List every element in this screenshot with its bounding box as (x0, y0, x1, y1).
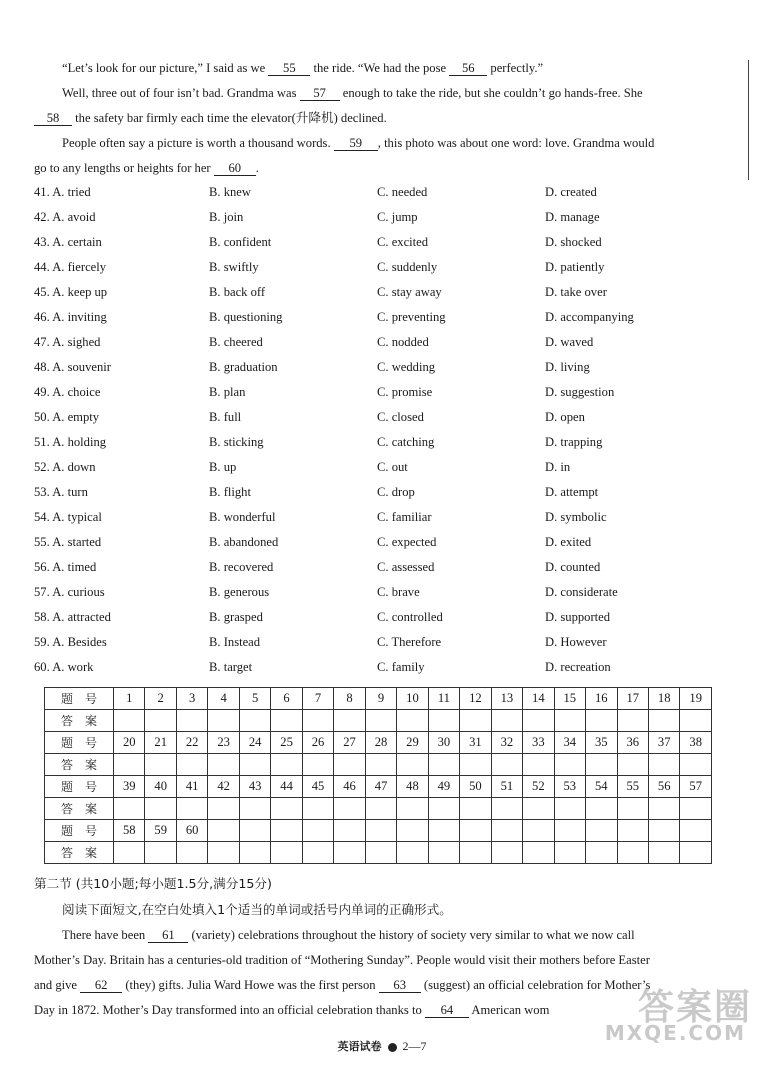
grid-number-cell (208, 820, 239, 842)
option-b: B. abandoned (209, 535, 279, 549)
option-a: 50. A. empty (34, 410, 100, 424)
option-row (34, 209, 734, 234)
grid-number-cell: 36 (617, 732, 648, 754)
grid-number-cell: 49 (428, 776, 459, 798)
option-a: 49. A. choice (34, 385, 101, 399)
grid-number-cell: 41 (176, 776, 207, 798)
margin-rule (748, 60, 749, 180)
option-c: C. jump (377, 210, 418, 224)
grid-answer-cell[interactable] (586, 754, 617, 776)
option-c: C. controlled (377, 610, 443, 624)
grid-label-answer: 答案 (45, 842, 114, 864)
option-row (34, 559, 734, 584)
option-c: C. Therefore (377, 635, 442, 649)
grid-answer-cell[interactable] (208, 754, 239, 776)
grid-label-question: 题号 (45, 688, 114, 710)
option-row (34, 434, 734, 459)
grid-number-cell (365, 820, 396, 842)
grid-number-cell: 40 (145, 776, 176, 798)
grid-answer-cell[interactable] (617, 710, 648, 732)
option-row (34, 334, 734, 359)
option-d: D. in (545, 460, 571, 474)
grid-number-cell (302, 820, 333, 842)
grid-label-answer: 答案 (45, 798, 114, 820)
grid-answer-cell[interactable] (428, 710, 459, 732)
grid-answer-cell[interactable] (586, 710, 617, 732)
grid-number-cell: 54 (586, 776, 617, 798)
option-row (34, 634, 734, 659)
grid-answer-cell[interactable] (523, 710, 554, 732)
grid-number-cell: 50 (460, 776, 491, 798)
grid-number-cell: 9 (365, 688, 396, 710)
option-row (34, 384, 734, 409)
grid-answer-cell[interactable] (208, 798, 239, 820)
section-instruction: 阅读下面短文,在空白处填入1个适当的单词或括号内单词的正确形式。 (62, 902, 452, 917)
grid-answer-cell[interactable] (365, 798, 396, 820)
option-b: B. back off (209, 285, 266, 299)
grid-number-cell: 20 (114, 732, 145, 754)
option-row (34, 659, 734, 684)
grid-answer-cell[interactable] (208, 710, 239, 732)
grid-number-cell: 43 (239, 776, 270, 798)
section-heading: 第二节 (共10小题;每小题1.5分,满分15分) (34, 876, 272, 891)
option-d: D. symbolic (545, 510, 607, 524)
option-a: 55. A. started (34, 535, 102, 549)
grid-number-cell: 42 (208, 776, 239, 798)
grid-number-cell: 27 (334, 732, 365, 754)
option-c: C. drop (377, 485, 415, 499)
option-c: C. family (377, 660, 425, 674)
grid-number-cell: 18 (648, 688, 679, 710)
grid-answer-cell[interactable] (239, 710, 270, 732)
grid-answer-row (45, 842, 712, 864)
option-b: B. sticking (209, 435, 264, 449)
grid-answer-cell[interactable] (491, 754, 522, 776)
options-list (34, 184, 734, 684)
option-row (34, 309, 734, 334)
grid-answer-cell[interactable] (334, 754, 365, 776)
option-b: B. cheered (209, 335, 263, 349)
option-c: C. expected (377, 535, 437, 549)
grid-answer-row (45, 710, 712, 732)
answer-grid (44, 687, 712, 864)
option-d: D. patiently (545, 260, 605, 274)
grid-number-cell: 52 (523, 776, 554, 798)
option-d: D. living (545, 360, 590, 374)
grid-number-cell: 23 (208, 732, 239, 754)
option-a: 51. A. holding (34, 435, 107, 449)
option-d: D. accompanying (545, 310, 634, 324)
option-b: B. grasped (209, 610, 263, 624)
grid-number-cell: 47 (365, 776, 396, 798)
grid-answer-cell[interactable] (680, 710, 712, 732)
grid-answer-cell[interactable] (428, 754, 459, 776)
option-a: 53. A. turn (34, 485, 88, 499)
option-c: C. familiar (377, 510, 432, 524)
option-a: 59. A. Besides (34, 635, 107, 649)
option-c: C. preventing (377, 310, 446, 324)
grid-answer-cell[interactable] (554, 842, 585, 864)
option-d: D. exited (545, 535, 592, 549)
grid-number-cell: 13 (491, 688, 522, 710)
grid-number-cell: 8 (334, 688, 365, 710)
grid-number-cell: 22 (176, 732, 207, 754)
passage2-line-3: and give 62 (they) gifts. Julia Ward Howe was the first person 63 (suggest) an official celebration for Mother’s (34, 978, 651, 992)
grid-answer-cell[interactable] (176, 798, 207, 820)
option-d: D. trapping (545, 435, 603, 449)
blank-61: 61 (148, 928, 188, 943)
grid-answer-row (45, 754, 712, 776)
grid-number-cell: 30 (428, 732, 459, 754)
option-a: 60. A. work (34, 660, 94, 674)
passage-line-3: 58 the safety bar firmly each time the elevator(升降机) declined. (34, 110, 387, 126)
bullet-icon (388, 1043, 397, 1052)
grid-answer-cell[interactable] (239, 842, 270, 864)
grid-answer-cell[interactable] (334, 710, 365, 732)
grid-number-cell: 33 (523, 732, 554, 754)
grid-number-cell: 21 (145, 732, 176, 754)
grid-number-cell: 24 (239, 732, 270, 754)
grid-number-cell (334, 820, 365, 842)
option-row (34, 484, 734, 509)
grid-answer-cell[interactable] (365, 710, 396, 732)
grid-answer-cell[interactable] (145, 754, 176, 776)
option-b: B. plan (209, 385, 246, 399)
grid-number-row (45, 820, 712, 842)
grid-answer-cell[interactable] (617, 754, 648, 776)
grid-number-cell: 39 (114, 776, 145, 798)
blank-64: 64 (425, 1003, 469, 1018)
grid-number-cell: 56 (648, 776, 679, 798)
grid-answer-cell[interactable] (617, 798, 648, 820)
blank-57: 57 (300, 86, 340, 101)
option-b: B. recovered (209, 560, 274, 574)
passage-line-4: People often say a picture is worth a thousand words. 59 , this photo was about one word: love. Grandma would (62, 136, 655, 150)
grid-label-question: 题号 (45, 776, 114, 798)
grid-answer-row (45, 798, 712, 820)
passage-line-5: go to any lengths or heights for her 60 . (34, 161, 259, 175)
grid-number-cell: 29 (397, 732, 428, 754)
grid-answer-cell[interactable] (523, 798, 554, 820)
blank-58: 58 (34, 111, 72, 126)
option-a: 43. A. certain (34, 235, 102, 249)
grid-number-cell: 37 (648, 732, 679, 754)
option-c: C. brave (377, 585, 420, 599)
grid-answer-cell[interactable] (680, 798, 712, 820)
option-row (34, 459, 734, 484)
grid-number-cell: 55 (617, 776, 648, 798)
option-a: 48. A. souvenir (34, 360, 111, 374)
grid-answer-cell[interactable] (114, 842, 145, 864)
grid-answer-cell[interactable] (334, 842, 365, 864)
option-d: D. attempt (545, 485, 599, 499)
option-a: 47. A. sighed (34, 335, 101, 349)
option-d: D. take over (545, 285, 607, 299)
grid-number-cell: 46 (334, 776, 365, 798)
option-c: C. excited (377, 235, 429, 249)
option-d: D. considerate (545, 585, 618, 599)
grid-number-cell: 4 (208, 688, 239, 710)
watermark-logo-text: 答案圈 (637, 987, 752, 1028)
option-a: 56. A. timed (34, 560, 97, 574)
grid-answer-cell[interactable] (428, 842, 459, 864)
grid-number-row (45, 776, 712, 798)
option-b: B. join (209, 210, 244, 224)
grid-number-cell: 28 (365, 732, 396, 754)
grid-number-cell (648, 820, 679, 842)
grid-answer-cell[interactable] (554, 798, 585, 820)
grid-answer-cell[interactable] (523, 842, 554, 864)
grid-number-cell (491, 820, 522, 842)
option-d: D. supported (545, 610, 611, 624)
grid-number-cell (617, 820, 648, 842)
grid-number-cell: 16 (586, 688, 617, 710)
grid-answer-cell[interactable] (460, 754, 491, 776)
option-d: D. However (545, 635, 607, 649)
option-c: C. suddenly (377, 260, 438, 274)
option-a: 41. A. tried (34, 185, 91, 199)
grid-answer-cell[interactable] (460, 710, 491, 732)
grid-label-answer: 答案 (45, 710, 114, 732)
option-a: 54. A. typical (34, 510, 102, 524)
grid-answer-cell[interactable] (554, 710, 585, 732)
grid-answer-cell[interactable] (648, 710, 679, 732)
grid-number-cell: 31 (460, 732, 491, 754)
option-c: C. wedding (377, 360, 436, 374)
option-c: C. out (377, 460, 408, 474)
grid-answer-cell[interactable] (271, 754, 302, 776)
option-row (34, 359, 734, 384)
blank-60: 60 (214, 161, 256, 176)
option-a: 45. A. keep up (34, 285, 108, 299)
grid-answer-cell[interactable] (145, 798, 176, 820)
option-b: B. wonderful (209, 510, 276, 524)
grid-number-cell: 58 (114, 820, 145, 842)
grid-number-cell (680, 820, 712, 842)
grid-number-cell (460, 820, 491, 842)
passage-line-1: “Let’s look for our picture,” I said as we 55 the ride. “We had the pose 56 perfectly.” (62, 61, 544, 75)
grid-number-cell: 45 (302, 776, 333, 798)
option-d: D. waved (545, 335, 594, 349)
option-row (34, 509, 734, 534)
grid-number-cell: 60 (176, 820, 207, 842)
grid-number-cell: 17 (617, 688, 648, 710)
option-a: 58. A. attracted (34, 610, 111, 624)
grid-answer-cell[interactable] (302, 842, 333, 864)
grid-answer-cell[interactable] (208, 842, 239, 864)
grid-answer-cell[interactable] (145, 842, 176, 864)
page-number: 2—7 (402, 1039, 427, 1053)
option-row (34, 184, 734, 209)
passage2-line-4: Day in 1872. Mother’s Day transformed into an official celebration thanks to 64 American wom (34, 1003, 550, 1017)
option-row (34, 284, 734, 309)
grid-number-cell: 44 (271, 776, 302, 798)
option-a: 44. A. fiercely (34, 260, 107, 274)
option-c: C. catching (377, 435, 435, 449)
grid-answer-cell[interactable] (271, 710, 302, 732)
grid-number-cell: 32 (491, 732, 522, 754)
grid-number-cell (397, 820, 428, 842)
option-d: D. shocked (545, 235, 602, 249)
grid-number-cell: 5 (239, 688, 270, 710)
grid-number-cell: 48 (397, 776, 428, 798)
option-b: B. generous (209, 585, 270, 599)
option-c: C. promise (377, 385, 433, 399)
grid-number-cell: 11 (428, 688, 459, 710)
option-c: C. assessed (377, 560, 435, 574)
option-row (34, 534, 734, 559)
grid-number-cell (554, 820, 585, 842)
option-b: B. swiftly (209, 260, 259, 274)
grid-answer-cell[interactable] (114, 754, 145, 776)
grid-answer-cell[interactable] (239, 798, 270, 820)
option-a: 46. A. inviting (34, 310, 107, 324)
grid-answer-cell[interactable] (586, 842, 617, 864)
blank-62: 62 (80, 978, 122, 993)
option-b: B. confident (209, 235, 272, 249)
option-row (34, 584, 734, 609)
option-b: B. questioning (209, 310, 283, 324)
grid-number-cell: 38 (680, 732, 712, 754)
option-b: B. Instead (209, 635, 261, 649)
grid-label-question: 题号 (45, 732, 114, 754)
grid-answer-cell[interactable] (271, 842, 302, 864)
option-b: B. knew (209, 185, 251, 199)
option-row (34, 259, 734, 284)
option-row (34, 609, 734, 634)
grid-answer-cell[interactable] (680, 754, 712, 776)
grid-number-cell: 7 (302, 688, 333, 710)
option-b: B. up (209, 460, 237, 474)
grid-number-cell: 3 (176, 688, 207, 710)
grid-answer-cell[interactable] (428, 798, 459, 820)
grid-number-cell: 19 (680, 688, 712, 710)
grid-answer-cell[interactable] (114, 798, 145, 820)
option-row (34, 409, 734, 434)
grid-answer-cell[interactable] (586, 798, 617, 820)
grid-number-cell: 26 (302, 732, 333, 754)
grid-answer-cell[interactable] (648, 754, 679, 776)
option-c: C. nodded (377, 335, 429, 349)
passage2-line-1: There have been 61 (variety) celebrations throughout the history of society very similar to what we now call (62, 928, 635, 942)
grid-number-row (45, 688, 712, 710)
grid-number-row (45, 732, 712, 754)
grid-answer-cell[interactable] (302, 798, 333, 820)
option-a: 42. A. avoid (34, 210, 96, 224)
grid-answer-cell[interactable] (302, 754, 333, 776)
watermark-url: MXQE.COM (604, 1021, 746, 1045)
grid-answer-cell[interactable] (145, 710, 176, 732)
grid-answer-cell[interactable] (397, 798, 428, 820)
option-b: B. graduation (209, 360, 278, 374)
grid-answer-cell[interactable] (397, 754, 428, 776)
grid-number-cell: 34 (554, 732, 585, 754)
blank-55: 55 (268, 61, 310, 76)
grid-number-cell: 15 (554, 688, 585, 710)
option-row (34, 234, 734, 259)
grid-number-cell: 12 (460, 688, 491, 710)
grid-answer-cell[interactable] (271, 798, 302, 820)
site-watermark (586, 979, 756, 1049)
passage-line-2: Well, three out of four isn’t bad. Grandma was 57 enough to take the ride, but she couldn’t go hands-free. She (62, 86, 643, 100)
option-b: B. flight (209, 485, 251, 499)
grid-number-cell: 59 (145, 820, 176, 842)
grid-number-cell: 35 (586, 732, 617, 754)
option-d: D. created (545, 185, 597, 199)
blank-63: 63 (379, 978, 421, 993)
passage2-line-2: Mother’s Day. Britain has a centuries-old tradition of “Mothering Sunday”. People would visit their mothers before Easter (34, 953, 650, 967)
grid-answer-cell[interactable] (176, 842, 207, 864)
grid-number-cell: 1 (114, 688, 145, 710)
grid-number-cell: 2 (145, 688, 176, 710)
grid-answer-cell[interactable] (397, 842, 428, 864)
grid-answer-cell[interactable] (648, 842, 679, 864)
grid-answer-cell[interactable] (554, 754, 585, 776)
grid-number-cell (239, 820, 270, 842)
grid-answer-cell[interactable] (365, 754, 396, 776)
grid-number-cell (428, 820, 459, 842)
grid-number-cell: 53 (554, 776, 585, 798)
grid-number-cell (523, 820, 554, 842)
grid-answer-cell[interactable] (114, 710, 145, 732)
grid-answer-cell[interactable] (460, 798, 491, 820)
grid-number-cell: 14 (523, 688, 554, 710)
grid-number-cell: 51 (491, 776, 522, 798)
grid-answer-cell[interactable] (176, 710, 207, 732)
paper-title: 英语试卷 (337, 1040, 382, 1053)
option-d: D. counted (545, 560, 601, 574)
blank-59: 59 (334, 136, 378, 151)
option-a: 57. A. curious (34, 585, 105, 599)
option-d: D. manage (545, 210, 600, 224)
option-d: D. open (545, 410, 585, 424)
grid-answer-cell[interactable] (176, 754, 207, 776)
grid-answer-cell[interactable] (523, 754, 554, 776)
grid-answer-cell[interactable] (491, 710, 522, 732)
grid-number-cell: 6 (271, 688, 302, 710)
option-d: D. suggestion (545, 385, 615, 399)
grid-label-answer: 答案 (45, 754, 114, 776)
grid-number-cell (271, 820, 302, 842)
grid-answer-cell[interactable] (491, 798, 522, 820)
option-c: C. needed (377, 185, 428, 199)
grid-answer-cell[interactable] (302, 710, 333, 732)
option-d: D. recreation (545, 660, 611, 674)
grid-answer-cell[interactable] (397, 710, 428, 732)
grid-answer-cell[interactable] (239, 754, 270, 776)
grid-answer-cell[interactable] (334, 798, 365, 820)
option-b: B. full (209, 410, 242, 424)
option-a: 52. A. down (34, 460, 96, 474)
grid-number-cell: 57 (680, 776, 712, 798)
option-b: B. target (209, 660, 253, 674)
grid-answer-cell[interactable] (460, 842, 491, 864)
grid-answer-cell[interactable] (617, 842, 648, 864)
grid-answer-cell[interactable] (365, 842, 396, 864)
grid-answer-cell[interactable] (680, 842, 712, 864)
option-c: C. closed (377, 410, 424, 424)
blank-56: 56 (449, 61, 487, 76)
grid-answer-cell[interactable] (491, 842, 522, 864)
grid-number-cell: 25 (271, 732, 302, 754)
grid-number-cell (586, 820, 617, 842)
grid-number-cell: 10 (397, 688, 428, 710)
option-c: C. stay away (377, 285, 442, 299)
grid-label-question: 题号 (45, 820, 114, 842)
grid-answer-cell[interactable] (648, 798, 679, 820)
